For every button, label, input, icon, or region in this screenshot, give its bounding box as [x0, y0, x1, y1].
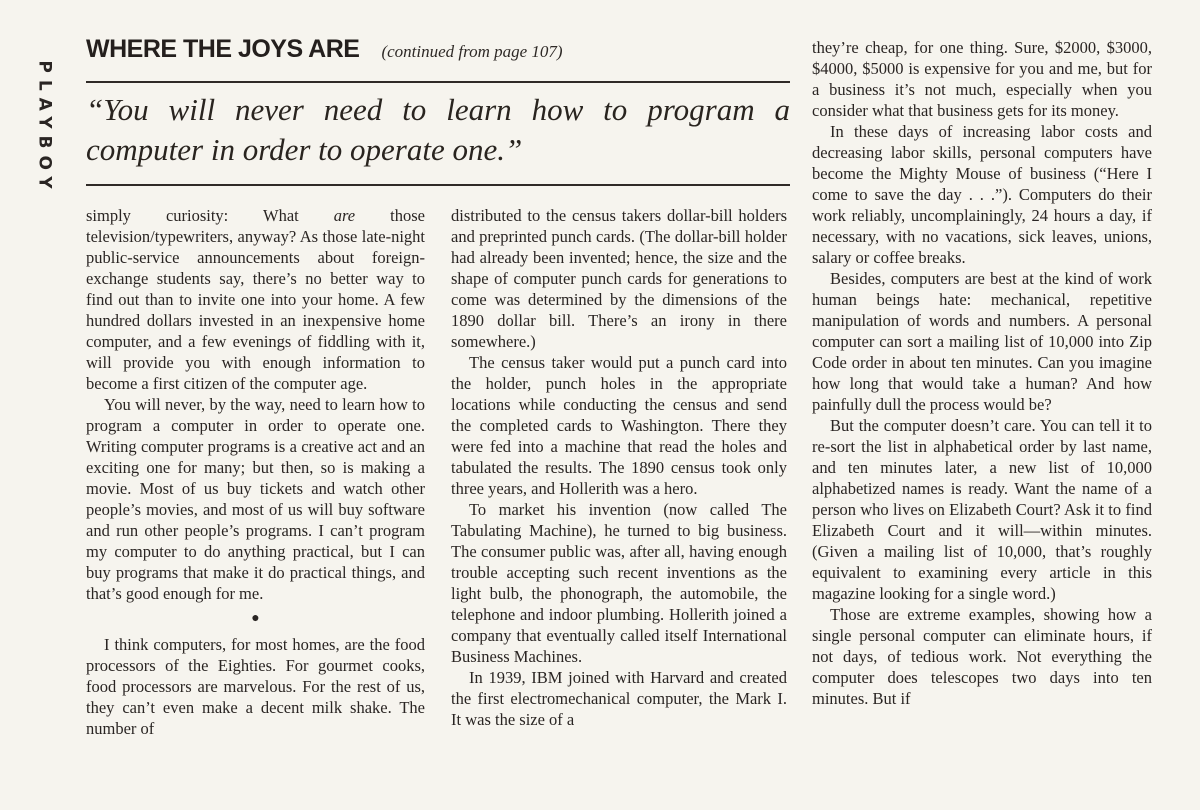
paragraph: In 1939, IBM joined with Harvard and created the first electromechanical computer, the Mark I. It was the size of a [451, 668, 787, 729]
text-run: simply curiosity: What [86, 206, 334, 225]
section-separator: ● [251, 611, 260, 626]
pull-quote: “You will never need to learn how to program a computer in order to operate one.” [86, 92, 790, 167]
paragraph: Besides, computers are best at the kind of work human beings hate: mechanical, repetitive manipulation of words and numbers. A personal computer can sort a mailing list of 10,000 into Zip Code order in about ten minutes. Can you imagine how long that would take a human? And how painfully dull the process would be? [812, 269, 1152, 414]
top-rule [86, 81, 790, 83]
magazine-name [25, 33, 65, 223]
text-column-2 [451, 205, 787, 730]
text-column-3 [812, 37, 1152, 709]
paragraph: they’re cheap, for one thing. Sure, $2000, $3000, $4000, $5000 is expensive for you and me, but for a business it’s not much, especially when you consider what that business gets for its money. [812, 38, 1152, 120]
magazine-name-text: PLAYBOY [35, 60, 55, 196]
paragraph [86, 205, 425, 394]
paragraph: distributed to the census takers dollar-bill holders and preprinted punch cards. (The dollar-bill holder had already been invented; hence, the size and the shape of computer punch cards for generations to come was determined by the dimensions of the 1890 dollar bill. There’s an irony in there somewhere.) [451, 206, 787, 351]
paragraph: You will never, by the way, need to learn how to program a computer in order to operate one. Writing computer programs is a creative act and an exciting one for many; but then, so is making a movie. Most of us buy tickets and watch other people’s movies, and most of us will buy software and run other people’s programs. I can’t program my computer to do anything practical, but I can buy programs that make it do practical things, and that’s good enough for me. [86, 395, 425, 603]
emphasis-text: are [333, 206, 356, 225]
article-header [86, 35, 790, 64]
section-title: WHERE THE JOYS ARE [86, 35, 360, 63]
paragraph: But the computer doesn’t care. You can tell it to re-sort the list in alphabetical order by last name, and ten minutes later, a new list of 10,000 alphabetized names is ready. Want the name of a person who lives on Elizabeth Court? Ask it to find Elizabeth Court and it will—within minutes. (Given a mailing list of 10,000, that’s roughly equivalent to examining every article in this magazine looking for a single word.) [812, 416, 1152, 603]
paragraph: I think computers, for most homes, are the food processors of the Eighties. For gourmet cooks, food processors are marvelous. For the rest of us, they can’t even make a decent milk shake. The number of [86, 635, 425, 738]
text-run: those television/typewriters, anyway? As those late-night public-service announcements about foreign-exchange students say, there’s no better way to find out than to invite one into your home. A few hundred dollars invested in an inexpensive home computer, and a few evenings of fiddling with it, will provide you with enough information to become a first citizen of the computer age. [86, 206, 425, 393]
paragraph: To market his invention (now called The Tabulating Machine), he turned to big business. The consumer public was, after all, having enough trouble accepting such recent inventions as the light bulb, the phonograph, the automobile, the telephone and indoor plumbing. Hollerith joined a company that eventually called itself International Business Machines. [451, 500, 787, 666]
paragraph: Those are extreme examples, showing how a single personal computer can eliminate hours, if not days, of tedious work. Not everything the computer does telescopes two days into ten minutes. But if [812, 605, 1152, 708]
bottom-rule [86, 184, 790, 186]
text-column-1 [86, 205, 425, 739]
paragraph: In these days of increasing labor costs and decreasing labor skills, personal computers have become the Mighty Mouse of business (“Here I come to save the day . . .”). Computers do their work reliably, uncomplainingly, 24 hours a day, if necessary, with no vacations, sick leaves, unions, salary or coffee breaks. [812, 122, 1152, 267]
continued-note: (continued from page 107) [381, 42, 563, 61]
paragraph: The census taker would put a punch card into the holder, punch holes in the appropriate locations while conducting the census and send the completed cards to Washington. There they were fed into a machine that read the holes and tabulated the results. The 1890 census took only three years, and Hollerith was a hero. [451, 353, 787, 498]
